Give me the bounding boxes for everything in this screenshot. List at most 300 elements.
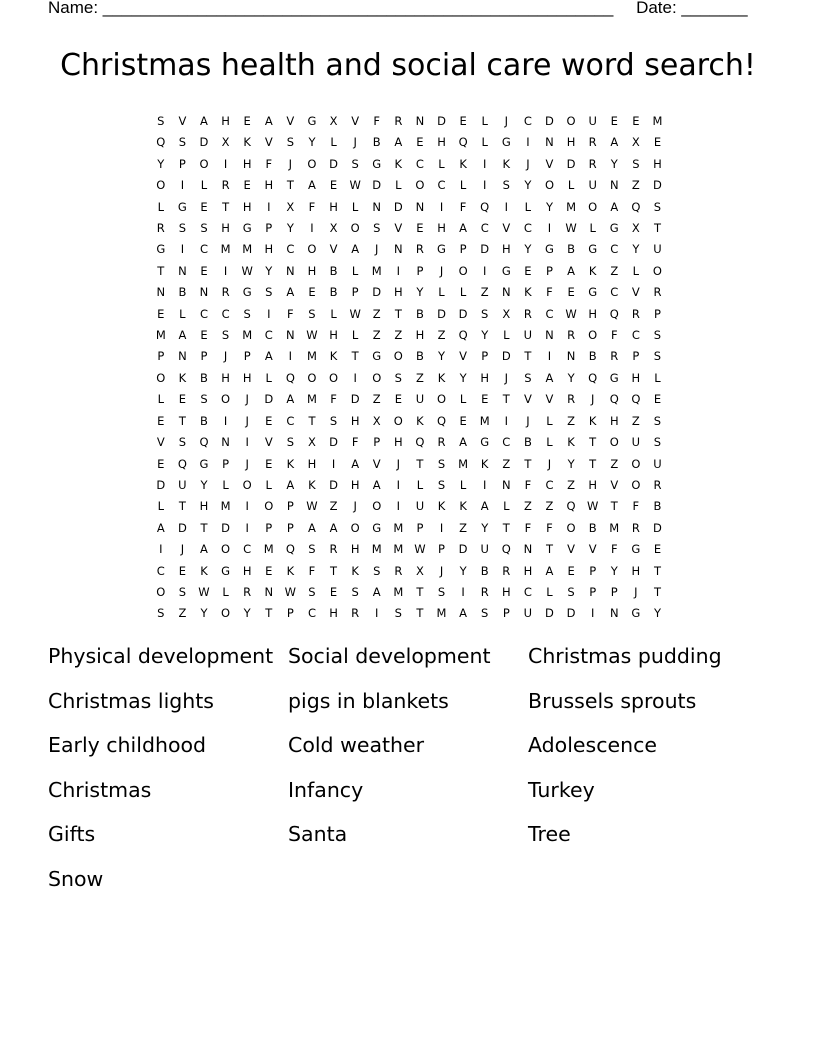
grid-letter: F (265, 156, 273, 171)
grid-letter: P (632, 349, 640, 364)
grid-letter: C (502, 435, 511, 450)
grid-letter: C (286, 242, 295, 257)
grid-letter: J (634, 584, 638, 599)
grid-letter: Z (502, 456, 511, 471)
grid-letter: I (504, 413, 508, 428)
grid-letter: E (394, 392, 402, 407)
grid-letter: K (416, 413, 424, 428)
grid-letter: K (588, 263, 597, 278)
grid-letter: T (502, 520, 510, 535)
grid-letter: N (286, 263, 295, 278)
grid-letter: R (502, 563, 511, 578)
word-list-item: Infancy (288, 777, 364, 802)
grid-letter: P (653, 306, 661, 321)
grid-letter: L (567, 178, 575, 193)
grid-letter: K (459, 499, 467, 514)
grid-letter: Y (308, 135, 316, 150)
grid-letter: R (243, 584, 252, 599)
grid-letter: I (375, 606, 379, 621)
grid-letter: Z (631, 413, 640, 428)
grid-letter: S (394, 370, 402, 385)
grid-letter: S (437, 456, 446, 471)
grid-letter: O (221, 542, 231, 557)
grid-letter: U (415, 392, 425, 407)
grid-letter: V (567, 542, 576, 557)
grid-letter: E (157, 413, 165, 428)
grid-letter: R (653, 477, 662, 492)
word-list-item: Christmas lights (48, 688, 214, 713)
grid-letter: P (416, 520, 424, 535)
grid-letter: Y (200, 477, 208, 492)
grid-letter: Z (329, 499, 338, 514)
grid-letter: O (415, 178, 425, 193)
grid-letter: O (307, 156, 317, 171)
word-list-item: pigs in blankets (288, 688, 449, 713)
grid-letter: T (524, 349, 532, 364)
grid-letter: X (308, 435, 316, 450)
grid-letter: C (523, 221, 532, 236)
grid-letter: Z (394, 328, 403, 343)
grid-letter: E (265, 413, 273, 428)
grid-letter: R (480, 584, 489, 599)
grid-letter: B (567, 242, 576, 257)
grid-letter: H (523, 563, 533, 578)
grid-letter: L (589, 221, 596, 236)
grid-letter: M (242, 328, 253, 343)
grid-letter: F (351, 435, 359, 450)
grid-letter: F (546, 520, 553, 535)
grid-letter: L (265, 370, 272, 385)
grid-letter: L (351, 328, 359, 343)
grid-letter: G (609, 370, 619, 385)
grid-letter: W (284, 584, 297, 599)
grid-letter: I (483, 156, 487, 171)
grid-letter: K (329, 349, 338, 364)
grid-letter: J (547, 456, 552, 471)
grid-letter: K (480, 456, 489, 471)
grid-letter: Z (610, 263, 619, 278)
grid-letter: Z (610, 456, 619, 471)
grid-letter: B (415, 349, 424, 364)
grid-letter: T (308, 413, 316, 428)
grid-letter: M (652, 114, 663, 128)
grid-letter: C (523, 584, 532, 599)
grid-letter: A (545, 563, 554, 578)
grid-letter: B (523, 435, 532, 450)
header-fields (48, 0, 748, 18)
grid-letter: H (501, 584, 511, 599)
grid-letter: D (458, 306, 468, 321)
grid-letter: E (243, 178, 251, 193)
grid-letter: I (288, 349, 293, 364)
grid-letter: A (286, 392, 295, 407)
grid-letter: V (156, 435, 165, 450)
grid-letter: D (566, 156, 576, 171)
grid-letter: L (481, 114, 488, 128)
grid-letter: T (653, 563, 661, 578)
grid-letter: E (416, 135, 424, 150)
grid-letter: G (480, 435, 490, 450)
grid-letter: P (459, 242, 467, 257)
grid-letter: K (524, 285, 532, 300)
grid-letter: C (437, 178, 446, 193)
grid-letter: Z (631, 178, 640, 193)
grid-letter: E (329, 584, 338, 599)
grid-letter: S (481, 606, 489, 621)
grid-letter: D (177, 520, 187, 535)
grid-letter: H (242, 370, 252, 385)
grid-letter: E (265, 456, 273, 471)
grid-letter: D (458, 542, 468, 557)
grid-letter: A (567, 263, 576, 278)
grid-letter: A (610, 135, 619, 150)
grid-letter: L (157, 392, 164, 407)
grid-letter: K (567, 435, 575, 450)
grid-letter: H (264, 242, 274, 257)
grid-letter: T (222, 199, 230, 214)
grid-letter: G (588, 242, 598, 257)
grid-letter: M (393, 520, 404, 535)
grid-letter: Q (609, 306, 619, 321)
grid-letter: V (588, 542, 597, 557)
grid-letter: A (459, 221, 468, 236)
grid-letter: A (545, 370, 554, 385)
grid-letter: N (221, 435, 230, 450)
grid-letter: F (308, 199, 316, 214)
grid-letter: T (589, 435, 597, 450)
grid-letter: H (609, 413, 619, 428)
grid-letter: F (610, 328, 618, 343)
grid-letter: N (394, 242, 403, 257)
grid-letter: Y (286, 221, 294, 236)
grid-letter: A (286, 477, 295, 492)
grid-letter: H (242, 199, 252, 214)
grid-letter: Z (178, 606, 187, 621)
grid-letter: C (545, 477, 554, 492)
grid-letter: C (199, 242, 208, 257)
grid-letter: L (546, 435, 553, 450)
grid-letter: E (632, 114, 640, 128)
grid-letter: O (588, 199, 598, 214)
grid-letter: U (631, 435, 641, 450)
grid-letter: K (459, 156, 467, 171)
grid-letter: H (221, 221, 230, 236)
grid-letter: Z (567, 477, 576, 492)
grid-letter: Q (285, 370, 295, 385)
grid-letter: A (459, 606, 468, 621)
word-list-item: Cold weather (288, 733, 425, 758)
grid-letter: I (180, 178, 185, 193)
grid-letter: Q (631, 392, 641, 407)
grid-letter: D (566, 606, 576, 621)
grid-letter: L (459, 477, 467, 492)
grid-letter: R (221, 178, 230, 193)
grid-letter: O (307, 370, 317, 385)
grid-letter: I (159, 542, 163, 557)
grid-letter: Q (285, 542, 295, 557)
grid-letter: E (157, 306, 165, 321)
grid-letter: E (653, 542, 662, 557)
grid-letter: T (653, 584, 661, 599)
grid-letter: B (200, 370, 208, 385)
grid-letter: Y (610, 563, 618, 578)
grid-letter: L (330, 135, 337, 150)
grid-letter: G (221, 563, 231, 578)
grid-letter: W (349, 178, 361, 193)
grid-letter: A (394, 135, 403, 150)
grid-letter: Y (653, 606, 661, 621)
grid-letter: G (609, 221, 619, 236)
grid-letter: I (223, 413, 228, 428)
grid-letter: N (501, 285, 511, 300)
grid-letter: O (458, 263, 468, 278)
grid-letter: L (157, 199, 164, 214)
grid-letter: J (396, 456, 401, 471)
grid-letter: E (329, 178, 338, 193)
grid-letter: E (459, 114, 467, 128)
grid-letter: J (245, 413, 249, 428)
grid-letter: F (330, 392, 337, 407)
grid-letter: T (416, 584, 424, 599)
grid-letter: T (589, 456, 597, 471)
grid-letter: X (221, 135, 230, 150)
word-list (48, 641, 768, 909)
grid-letter: I (223, 263, 228, 278)
grid-letter: H (350, 413, 360, 428)
grid-letter: P (178, 156, 186, 171)
grid-letter: S (502, 178, 510, 193)
grid-letter: L (179, 306, 186, 321)
grid-letter: X (329, 221, 338, 236)
grid-letter: W (414, 542, 426, 557)
grid-letter: L (265, 477, 272, 492)
grid-letter: W (241, 263, 253, 278)
word-list-item: Turkey (528, 777, 595, 802)
grid-letter: E (200, 263, 208, 278)
grid-letter: J (504, 114, 508, 128)
grid-letter: Q (480, 199, 490, 214)
grid-letter: P (286, 499, 294, 514)
grid-letter: O (631, 477, 641, 492)
grid-letter: E (524, 263, 532, 278)
grid-letter: Q (588, 370, 598, 385)
grid-letter: L (503, 328, 510, 343)
grid-letter: I (504, 199, 508, 214)
grid-letter: M (242, 242, 253, 257)
grid-letter: Y (632, 242, 640, 257)
grid-letter: H (307, 456, 317, 471)
grid-letter: P (589, 584, 597, 599)
grid-letter: G (545, 242, 554, 257)
grid-letter: M (393, 584, 404, 599)
grid-letter: B (329, 285, 338, 300)
grid-letter: L (546, 584, 553, 599)
grid-letter: X (631, 221, 640, 236)
grid-letter: A (286, 285, 295, 300)
grid-letter: J (288, 156, 293, 171)
grid-letter: I (245, 435, 249, 450)
grid-letter: A (200, 114, 208, 128)
grid-letter: G (199, 456, 209, 471)
grid-letter: X (631, 135, 640, 150)
grid-letter: T (416, 456, 424, 471)
grid-letter: D (372, 178, 382, 193)
grid-letter: Y (481, 328, 489, 343)
grid-letter: O (544, 178, 555, 193)
grid-letter: E (265, 563, 273, 578)
grid-letter: G (437, 242, 446, 257)
grid-letter: S (308, 306, 316, 321)
grid-letter: R (156, 221, 165, 236)
grid-letter: V (545, 156, 554, 171)
grid-letter: U (523, 606, 533, 621)
word-list-item: Adolescence (528, 733, 657, 758)
grid-letter: K (308, 477, 316, 492)
grid-letter: Z (437, 328, 446, 343)
grid-letter: J (223, 349, 228, 364)
grid-letter: Q (566, 499, 576, 514)
grid-letter: I (483, 477, 487, 492)
grid-letter: O (156, 178, 166, 193)
grid-letter: N (286, 328, 295, 343)
grid-letter: E (416, 221, 424, 236)
grid-letter: H (221, 114, 230, 128)
grid-letter: N (156, 285, 166, 300)
grid-letter: B (372, 135, 381, 150)
grid-letter: H (329, 328, 338, 343)
grid-letter: S (351, 156, 359, 171)
grid-letter: O (329, 370, 339, 385)
grid-letter: J (375, 242, 379, 257)
grid-letter: Y (157, 156, 165, 171)
grid-letter: Y (524, 242, 532, 257)
grid-letter: N (415, 114, 425, 128)
grid-letter: L (459, 178, 467, 193)
grid-letter: H (394, 285, 403, 300)
grid-letter: M (371, 542, 382, 557)
grid-letter: I (461, 584, 465, 599)
grid-letter: E (653, 135, 662, 150)
grid-letter: S (437, 584, 446, 599)
grid-letter: P (589, 563, 597, 578)
grid-letter: D (350, 392, 360, 407)
grid-letter: E (481, 392, 489, 407)
grid-letter: B (200, 413, 208, 428)
grid-letter: P (243, 349, 251, 364)
grid-letter: L (654, 370, 661, 385)
grid-letter: H (199, 499, 209, 514)
grid-letter: L (222, 477, 229, 492)
grid-letter: S (157, 606, 165, 621)
grid-letter: D (545, 606, 554, 621)
grid-letter: P (265, 520, 273, 535)
word-list-item: Christmas pudding (528, 644, 722, 668)
grid-letter: M (220, 499, 231, 514)
grid-letter: D (329, 156, 338, 171)
grid-letter: O (652, 263, 662, 278)
grid-letter: T (178, 413, 186, 428)
grid-letter: P (373, 435, 381, 450)
grid-letter: S (653, 199, 662, 214)
grid-letter: O (393, 349, 403, 364)
grid-letter: I (526, 135, 530, 150)
grid-letter: T (394, 306, 402, 321)
grid-letter: L (157, 499, 164, 514)
grid-letter: Z (545, 499, 554, 514)
grid-letter: R (631, 520, 640, 535)
grid-letter: J (353, 135, 357, 150)
grid-letter: P (438, 542, 445, 557)
grid-letter: H (242, 563, 252, 578)
grid-letter: M (393, 542, 404, 557)
grid-letter: C (610, 242, 619, 257)
grid-letter: J (526, 156, 530, 171)
grid-letter: H (653, 156, 662, 171)
date-field-label: Date: _______ (636, 0, 748, 17)
grid-letter: F (524, 520, 532, 535)
grid-letter: A (308, 178, 316, 193)
grid-letter: S (178, 435, 187, 450)
grid-letter: E (459, 413, 467, 428)
grid-letter: D (393, 199, 403, 214)
grid-letter: Z (372, 392, 381, 407)
grid-letter: S (373, 563, 381, 578)
grid-letter: B (588, 349, 597, 364)
grid-letter: R (351, 606, 360, 621)
grid-letter: D (372, 285, 382, 300)
grid-letter: I (396, 263, 401, 278)
grid-letter: Q (199, 435, 209, 450)
word-list-item: Tree (528, 822, 571, 847)
grid-letter: K (200, 563, 208, 578)
grid-letter: S (221, 328, 230, 343)
grid-letter: V (351, 114, 360, 128)
grid-letter: V (286, 114, 295, 128)
grid-letter: U (523, 328, 533, 343)
grid-letter: N (178, 263, 187, 278)
grid-letter: H (566, 135, 576, 150)
grid-letter: W (565, 221, 577, 236)
grid-letter: I (331, 456, 336, 471)
grid-letter: L (546, 413, 553, 428)
grid-letter: T (351, 349, 359, 364)
grid-letter: W (198, 584, 210, 599)
grid-letter: M (479, 413, 490, 428)
grid-letter: H (221, 370, 230, 385)
grid-letter: S (243, 306, 251, 321)
grid-letter: J (439, 263, 444, 278)
grid-letter: P (481, 349, 489, 364)
grid-letter: I (267, 306, 271, 321)
grid-letter: Y (438, 349, 446, 364)
grid-letter: S (653, 435, 662, 450)
grid-letter: C (415, 156, 424, 171)
grid-letter: F (546, 285, 553, 300)
grid-letter: J (180, 542, 185, 557)
grid-letter: P (200, 349, 208, 364)
grid-letter: T (545, 542, 553, 557)
grid-letter: B (653, 499, 662, 514)
grid-letter: P (351, 285, 359, 300)
grid-letter: S (373, 221, 381, 236)
word-list-item: Santa (288, 822, 348, 847)
grid-letter: S (653, 349, 662, 364)
grid-letter: M (609, 520, 620, 535)
grid-letter: A (351, 242, 360, 257)
grid-letter: Q (458, 135, 468, 150)
grid-letter: E (567, 563, 575, 578)
grid-letter: Q (631, 199, 641, 214)
